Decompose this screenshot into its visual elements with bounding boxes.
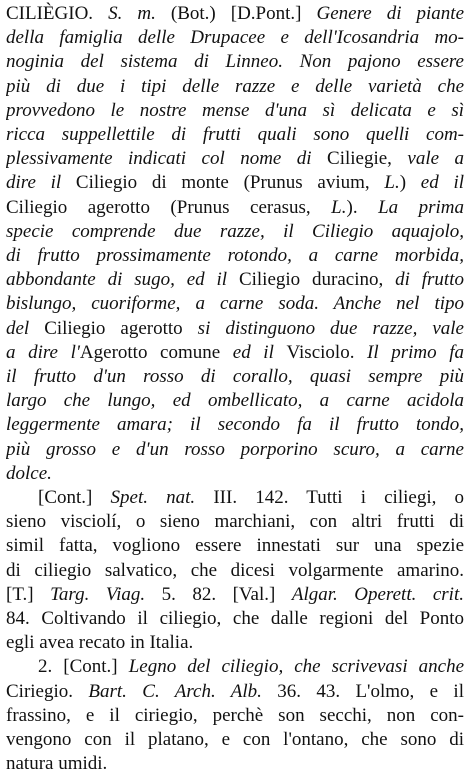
entry-line (6, 365, 464, 389)
text-run: di frutto (395, 269, 464, 291)
text-run: di frutto prossimamente rotondo, a carne morbida, (6, 245, 464, 267)
entry-line (6, 2, 464, 26)
entry-line (6, 196, 464, 220)
entry-line (6, 244, 464, 268)
text-run: Spet. nat. (110, 487, 196, 509)
text-run: a dire l' (6, 341, 80, 363)
entry-line (6, 147, 464, 171)
text-run: 5. 82. [Val.] (145, 583, 292, 605)
entry-line (6, 75, 464, 99)
entry-line (6, 341, 464, 365)
text-run: Ciliegio agerotto (44, 317, 198, 339)
entry-paragraph (6, 2, 464, 486)
text-run: natura umidi. (6, 753, 108, 775)
entry-line (6, 99, 464, 123)
text-run: L. (331, 196, 347, 218)
text-run: più di due i tipi delle razze e delle varietà che (6, 75, 464, 97)
text-run: si distinguono due razze, vale (197, 317, 464, 339)
entry-paragraph (6, 655, 464, 776)
text-run: Legno del ciliegio, che scrivevasi anche (128, 656, 464, 678)
entry-line (6, 123, 464, 147)
entry-line (6, 389, 464, 413)
entry-line (6, 704, 464, 728)
text-run: il frutto d'un rosso di corallo, quasi sempre più (6, 366, 464, 388)
entry-line (6, 728, 464, 752)
entry-line (6, 292, 464, 316)
text-run: ). (346, 196, 379, 218)
entry-line (6, 559, 464, 583)
text-run: Targ. Viag. (50, 583, 146, 605)
entry-line (6, 268, 464, 292)
text-run: Il primo fa (367, 341, 464, 363)
text-run: [Cont.] (38, 487, 111, 509)
text-run: del (6, 317, 45, 339)
entry-line (6, 26, 464, 50)
text-run: Algar. Operett. crit. (291, 583, 464, 605)
text-run: egli avea recato in Italia. (6, 632, 194, 654)
text-run: [T.] (6, 583, 51, 605)
entry-line (6, 413, 464, 437)
text-run: bislungo, cuoriforme, a carne soda. Anche nel tipo (6, 293, 464, 315)
entry-line (6, 583, 464, 607)
text-run: dire il (6, 172, 76, 194)
entry-line (6, 171, 464, 195)
entry-line (6, 680, 464, 704)
text-run: Genere di piante (316, 3, 464, 24)
text-run: La prima (378, 196, 464, 218)
text-run: noginia del sistema di Linneo. Non pajono essere (6, 51, 464, 73)
text-run: ed il (420, 172, 464, 194)
text-run: III (195, 487, 233, 509)
text-run: ed il (232, 341, 287, 363)
text-run: Ciriegio. (6, 680, 89, 702)
text-run: Visciolo. (286, 341, 368, 363)
entry-line (6, 462, 464, 486)
text-run: 2. [Cont.] (38, 656, 129, 678)
entry-line (6, 50, 464, 74)
text-run: ricca suppellettile di frutti quali sono quelli com- (6, 124, 464, 146)
text-run: Bart. C. Arch. Alb. (88, 680, 262, 702)
text-run: 36. 43. L'olmo, e il (261, 680, 464, 702)
entry-line (6, 534, 464, 558)
text-run: . 142. Tutti i ciliegi, o (232, 487, 464, 509)
text-run: Ciliegio agerotto (Prunus cerasus, (6, 196, 332, 218)
text-run: Ciliegio duracino, (238, 269, 396, 291)
entry-line (6, 510, 464, 534)
text-run: L. (384, 172, 400, 194)
text-run: Ciliegio di monte (Prunus avium, (75, 172, 385, 194)
text-run: (Bot.) [D.Pont.] (155, 3, 317, 24)
text-run: dolce. (6, 462, 52, 484)
text-run: simil fatta, vogliono essere innestati sur una spezie (6, 535, 464, 557)
entry-line (6, 438, 464, 462)
text-run: vengono con il platano, e con l'ontano, che sono di (6, 729, 464, 751)
text-run: ) (399, 172, 421, 194)
text-run: Agerotto comune (79, 341, 233, 363)
text-run: provvedono le nostre mense d'una sì delicata e sì (6, 99, 464, 121)
text-run: più grosso e d'un rosso porporino scuro, a carne (6, 438, 464, 460)
text-run: plessivamente indicati col nome di (6, 148, 328, 170)
text-run: S. m. (108, 3, 156, 24)
entry-line (6, 220, 464, 244)
text-run: Ciliegie, (327, 148, 408, 170)
entry-line (6, 317, 464, 341)
entry-line (6, 607, 464, 631)
text-run: 84. Coltivando il ciliegio, che dalle regioni del Ponto (6, 608, 464, 630)
entry-line (6, 631, 464, 655)
text-run: sieno visciolí, o sieno marchiani, con altri frutti di (6, 511, 464, 533)
dictionary-entry-ciliegio (6, 2, 464, 777)
text-run: frassino, e il ciriegio, perchè son secchi, non con- (6, 704, 464, 726)
text-run: CILIÈGIO. (6, 3, 109, 24)
text-run: della famiglia delle Drupacee e dell'Icosandria mo- (6, 27, 464, 49)
text-run: vale a (407, 148, 464, 170)
entry-line (6, 655, 464, 679)
text-run: leggermente amara; il secondo fa il frutto tondo, (6, 414, 464, 436)
text-run: di ciliegio salvatico, che dicesi volgarmente amarino. (6, 559, 464, 581)
entry-line (6, 486, 464, 510)
text-run: abbondante di sugo, ed il (6, 269, 239, 291)
entry-paragraph (6, 486, 464, 655)
text-run: specie comprende due razze, il Ciliegio aquajolo, (6, 220, 464, 242)
entry-line (6, 752, 464, 776)
text-run: largo che lungo, ed ombellicato, a carne acidola (6, 390, 464, 412)
